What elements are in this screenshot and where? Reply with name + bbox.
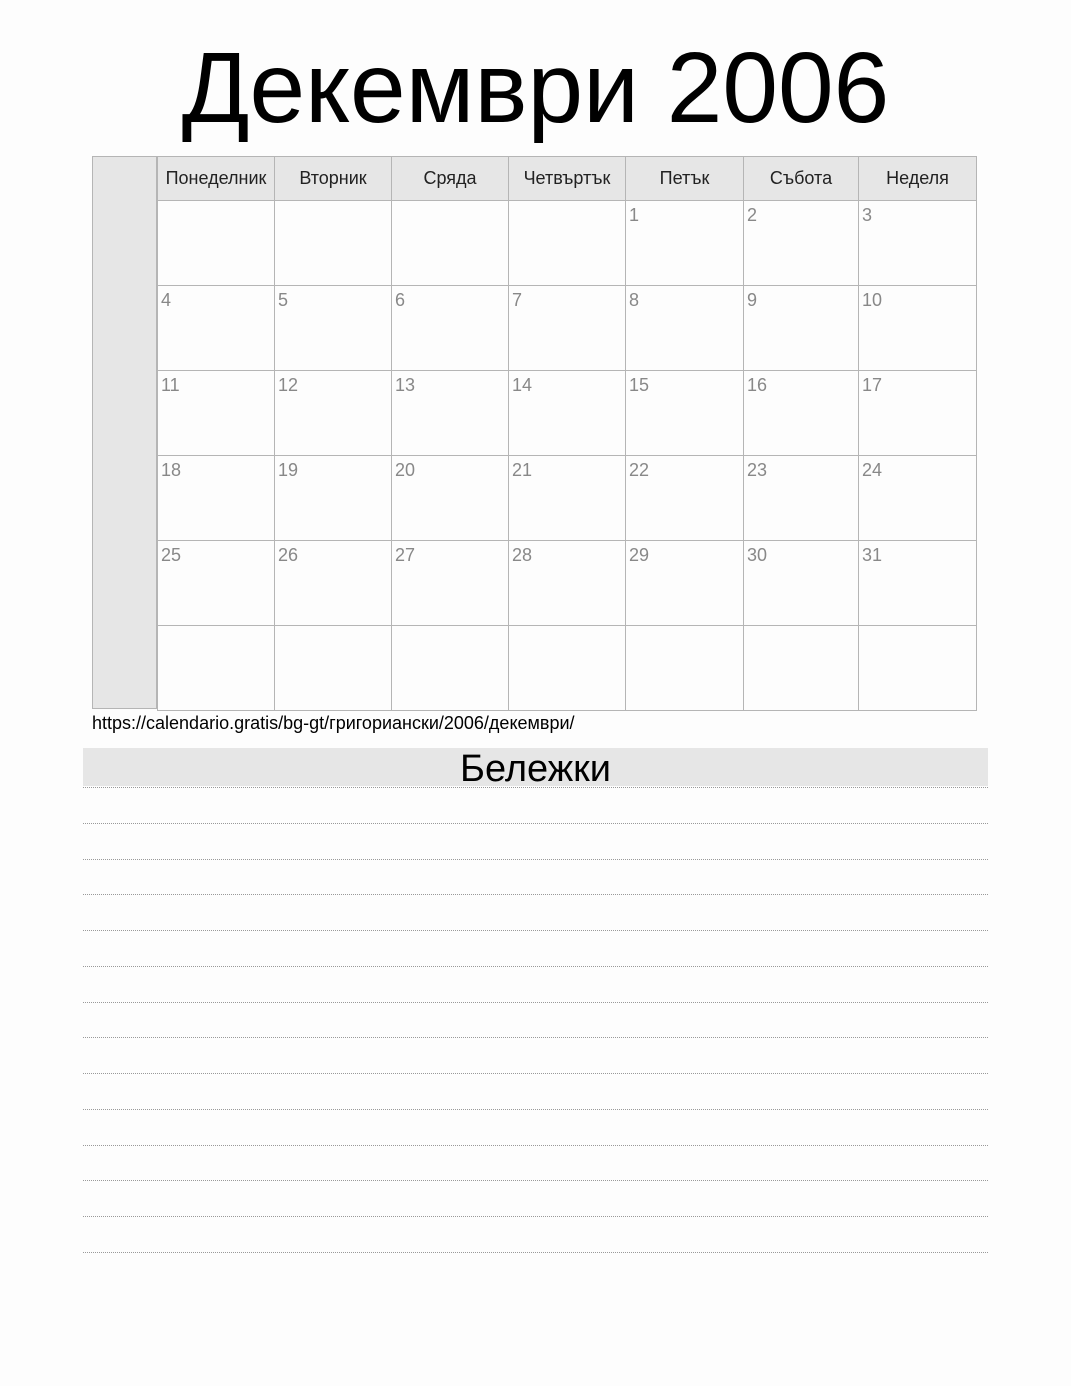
day-number: 20: [395, 460, 416, 480]
calendar-grid: [157, 156, 977, 711]
note-line[interactable]: [83, 1037, 988, 1038]
note-line[interactable]: [83, 1002, 988, 1003]
day-cell[interactable]: [744, 541, 859, 626]
day-number: [509, 201, 625, 205]
day-number: [275, 201, 391, 205]
day-cell[interactable]: [859, 286, 977, 371]
day-number: 10: [862, 290, 883, 310]
day-cell[interactable]: [509, 286, 626, 371]
note-line[interactable]: [83, 966, 988, 967]
note-line[interactable]: [83, 1216, 988, 1217]
week-row: [158, 201, 977, 286]
note-line[interactable]: [83, 894, 988, 895]
day-cell[interactable]: [744, 371, 859, 456]
day-number: 23: [747, 460, 768, 480]
day-cell[interactable]: [859, 626, 977, 711]
week-row: [158, 541, 977, 626]
day-number: 1: [629, 205, 640, 225]
note-line[interactable]: [83, 1252, 988, 1253]
day-cell[interactable]: [744, 456, 859, 541]
weekday-header: Петък: [626, 157, 744, 201]
weekday-header: Вторник: [275, 157, 392, 201]
day-cell[interactable]: [158, 201, 275, 286]
note-line[interactable]: [83, 859, 988, 860]
note-line[interactable]: [83, 787, 988, 788]
week-row: [158, 371, 977, 456]
day-number: 11: [161, 375, 180, 395]
day-cell[interactable]: [392, 371, 509, 456]
weekday-header: Четвъртък: [509, 157, 626, 201]
day-number: 4: [161, 290, 172, 310]
day-cell[interactable]: [509, 541, 626, 626]
day-cell[interactable]: [275, 541, 392, 626]
day-number: 29: [629, 545, 650, 565]
day-number: 31: [862, 545, 883, 565]
day-cell[interactable]: [509, 371, 626, 456]
day-cell[interactable]: [392, 541, 509, 626]
day-cell[interactable]: [158, 371, 275, 456]
day-number: [392, 201, 508, 205]
day-cell[interactable]: [275, 371, 392, 456]
day-cell[interactable]: [859, 541, 977, 626]
day-number: 18: [161, 460, 182, 480]
day-number: 17: [862, 375, 883, 395]
day-cell[interactable]: [392, 201, 509, 286]
day-number: [744, 626, 858, 630]
day-number: 2: [747, 205, 758, 225]
day-cell[interactable]: [158, 456, 275, 541]
day-number: 13: [395, 375, 416, 395]
day-number: 16: [747, 375, 768, 395]
day-cell[interactable]: [158, 286, 275, 371]
day-cell[interactable]: [392, 286, 509, 371]
day-number: 7: [512, 290, 523, 310]
weekday-header: Събота: [744, 157, 859, 201]
day-cell[interactable]: [275, 286, 392, 371]
day-cell[interactable]: [859, 456, 977, 541]
weekday-header: Понеделник: [158, 157, 275, 201]
note-line[interactable]: [83, 823, 988, 824]
day-number: 27: [395, 545, 416, 565]
day-number: 19: [278, 460, 299, 480]
day-cell[interactable]: [626, 286, 744, 371]
note-line[interactable]: [83, 1073, 988, 1074]
week-row: [158, 286, 977, 371]
day-number: [158, 626, 274, 630]
day-cell[interactable]: [626, 626, 744, 711]
day-cell[interactable]: [509, 456, 626, 541]
note-line[interactable]: [83, 1109, 988, 1110]
note-line[interactable]: [83, 1145, 988, 1146]
day-number: 6: [395, 290, 406, 310]
weekday-header-row: [158, 157, 977, 201]
day-cell[interactable]: [509, 626, 626, 711]
day-number: 14: [512, 375, 533, 395]
day-cell[interactable]: [275, 456, 392, 541]
note-line[interactable]: [83, 1180, 988, 1181]
day-number: 3: [862, 205, 873, 225]
day-cell[interactable]: [392, 456, 509, 541]
notes-heading: Бележки: [83, 748, 988, 786]
day-number: 24: [862, 460, 883, 480]
day-number: 30: [747, 545, 768, 565]
day-number: 15: [629, 375, 650, 395]
day-number: 8: [629, 290, 640, 310]
day-cell[interactable]: [275, 201, 392, 286]
day-number: 26: [278, 545, 299, 565]
day-number: [275, 626, 391, 630]
day-number: 22: [629, 460, 650, 480]
day-number: 12: [278, 375, 299, 395]
day-number: [392, 626, 508, 630]
page-title: Декември 2006: [181, 32, 890, 144]
day-number: [158, 201, 274, 205]
day-cell[interactable]: [158, 626, 275, 711]
week-row: [158, 626, 977, 711]
day-cell[interactable]: [859, 371, 977, 456]
day-cell[interactable]: [275, 626, 392, 711]
week-row: [158, 456, 977, 541]
day-cell[interactable]: [626, 456, 744, 541]
day-number: 9: [747, 290, 758, 310]
day-number: [626, 626, 743, 630]
day-cell[interactable]: [158, 541, 275, 626]
day-number: 25: [161, 545, 182, 565]
weekday-header: Неделя: [859, 157, 977, 201]
day-cell[interactable]: [626, 371, 744, 456]
day-cell[interactable]: [744, 626, 859, 711]
week-number-column: [92, 156, 157, 709]
day-cell[interactable]: [509, 201, 626, 286]
day-number: 28: [512, 545, 533, 565]
day-cell[interactable]: [744, 201, 859, 286]
day-number: [859, 626, 976, 630]
day-cell[interactable]: [626, 201, 744, 286]
day-number: [509, 626, 625, 630]
day-number: 5: [278, 290, 289, 310]
day-number: 21: [512, 460, 533, 480]
weekday-header: Сряда: [392, 157, 509, 201]
day-cell[interactable]: [859, 201, 977, 286]
source-url[interactable]: https://calendario.gratis/bg-gt/григориански/2006/декември/: [92, 713, 575, 733]
day-cell[interactable]: [392, 626, 509, 711]
day-cell[interactable]: [744, 286, 859, 371]
note-line[interactable]: [83, 930, 988, 931]
day-cell[interactable]: [626, 541, 744, 626]
